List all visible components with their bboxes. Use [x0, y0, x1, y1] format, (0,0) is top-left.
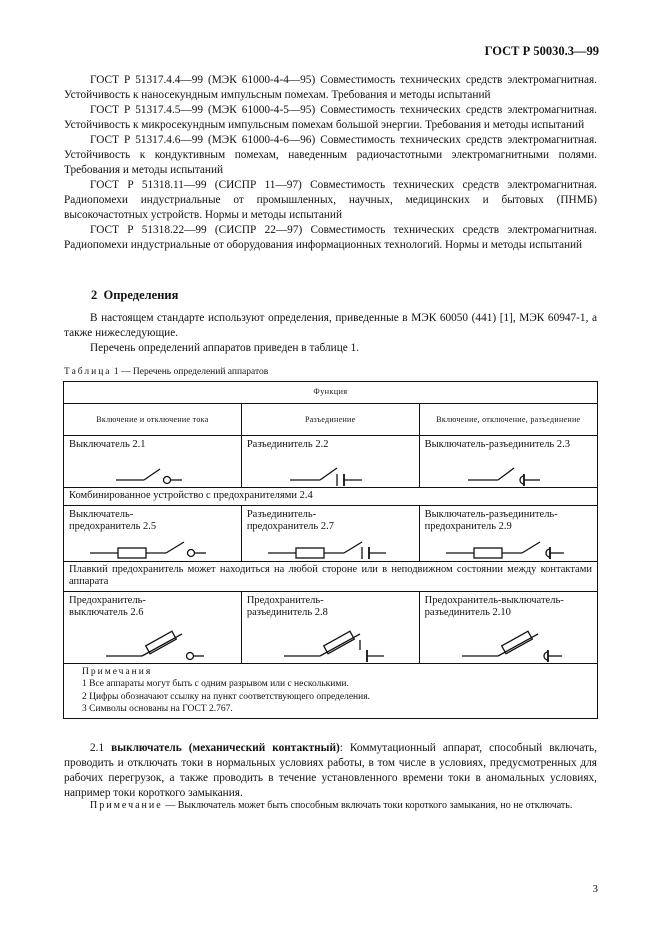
device-label: Выключатель- предохранитель 2.5 — [69, 508, 157, 532]
table-cell — [419, 591, 597, 663]
device-label: Выключатель-разъединитель- предохранитель 2.9 — [424, 508, 558, 532]
combined-device-row: Комбинированное устройство с предохранителями 2.4 — [64, 488, 598, 506]
device-label: Предохранитель- разъединитель 2.8 — [246, 594, 328, 618]
definitions-table — [63, 381, 598, 719]
table-cell — [64, 505, 242, 561]
switch-fuse-symbol-icon — [90, 540, 230, 560]
table-cell — [64, 436, 242, 488]
device-label: Предохранитель- выключатель 2.6 — [69, 594, 146, 618]
switch-symbol-icon — [116, 466, 196, 486]
note-item: 1 Все аппараты могут быть с одним разрывом или с несколькими. — [82, 679, 349, 689]
table-cell — [241, 505, 419, 561]
disconnector-fuse-symbol-icon — [268, 540, 408, 560]
section-title — [91, 288, 178, 303]
note-item: 3 Символы основаны на ГОСТ 2.767. — [82, 704, 233, 714]
table-cell — [419, 505, 597, 561]
column-header: Включение и отключение тока — [64, 404, 242, 436]
note-label: Примечание — [90, 800, 163, 811]
reference-item: ГОСТ Р 51318.11—99 (СИСПР 11—97) Совместимость технических средств электромагнитная. Радиопомехи индустриальные от промышленных, научных, медицинских и бытовых (ПНМБ) высокочастотных устройств. Нормы и методы испытаний — [64, 179, 597, 221]
references-block — [64, 73, 597, 253]
column-header: Разъединение — [241, 404, 419, 436]
table-cell — [64, 591, 242, 663]
reference-item: ГОСТ Р 51317.4.5—99 (МЭК 61000-4-5—95) Совместимость технических средств электромагнитная. Устойчивость к микросекундным импульсным помехам большой энергии. Требования и методы испытаний — [64, 104, 597, 131]
page-number: 3 — [592, 883, 598, 895]
intro-paragraph: В настоящем стандарте используют определения, приведенные в МЭК 60050 (441) [1], МЭК 60947-1, а также нижеследующие. — [64, 312, 597, 339]
table-notes — [64, 663, 598, 718]
device-label: Выключатель-разъединитель 2.3 — [424, 439, 570, 450]
reference-item: ГОСТ Р 51317.4.6—99 (МЭК 61000-4-6—96) Совместимость технических средств электромагнитная. Устойчивость к кондуктивным помехам, наведенным радиочастотными электромагнитными полями. Требования и методы испытаний — [64, 134, 597, 176]
device-label: Предохранитель-выключатель- разъединитель 2.10 — [424, 594, 564, 618]
fuse-note-row: Плавкий предохранитель может находиться на любой стороне или в неподвижном состоянии между контактами аппарата — [64, 561, 598, 591]
switch-disconnector-fuse-symbol-icon — [446, 540, 586, 560]
definition-text: : Коммутационный аппарат, способный включать, проводить и отключать токи в нормальных условиях работы, в том числе в условиях, предусмотренных для рабочих перегрузок, а также проводить в течение установленного времени токи в аномальных условиях, например токи короткого замыкания. — [64, 742, 598, 799]
disconnector-symbol-icon — [290, 466, 380, 486]
table-cell — [419, 436, 597, 488]
fuse-switch-disconnector-symbol-icon — [462, 628, 572, 662]
reference-item: ГОСТ Р 51318.22—99 (СИСПР 22—97) Совместимость технических средств электромагнитная. Радиопомехи индустриальные от оборудования информационных технологий. Нормы и методы испытаний — [64, 224, 597, 251]
table-caption: Таблица 1 — Перечень определений аппаратов — [64, 367, 269, 377]
table-cell — [241, 436, 419, 488]
note-text: — Выключатель может быть способным включать токи короткого замыкания, но не отключать. — [162, 800, 573, 811]
device-label: Разъединитель 2.2 — [246, 439, 329, 450]
function-header: Функция — [64, 382, 598, 404]
reference-item: ГОСТ Р 51317.4.4—99 (МЭК 61000-4-4—95) Совместимость технических средств электромагнитная. Устойчивость к наносекундным импульсным помехам. Требования и методы испытаний — [64, 74, 597, 101]
fuse-switch-symbol-icon — [106, 628, 216, 662]
definition-term: выключатель (механический контактный) — [111, 742, 340, 754]
definition-number: 2.1 — [90, 742, 105, 754]
notes-title: Примечания — [82, 666, 153, 677]
fuse-disconnector-symbol-icon — [284, 628, 394, 662]
table-cell — [241, 591, 419, 663]
section-number: 2 — [91, 288, 98, 302]
page-header: ГОСТ Р 50030.3—99 — [484, 44, 599, 58]
definition-note — [64, 799, 597, 812]
column-header: Включение, отключение, разъединение — [419, 404, 597, 436]
switch-disconnector-symbol-icon — [468, 466, 558, 486]
device-label: Разъединитель- предохранитель 2.7 — [246, 508, 334, 532]
note-item: 2 Цифры обозначают ссылку на пункт соответствующего определения. — [82, 691, 370, 702]
intro-block — [64, 311, 597, 356]
section-name: Определения — [103, 288, 179, 302]
device-label: Выключатель 2.1 — [69, 439, 146, 450]
intro-paragraph: Перечень определений аппаратов приведен в таблице 1. — [90, 342, 360, 354]
definition-block — [64, 741, 597, 801]
